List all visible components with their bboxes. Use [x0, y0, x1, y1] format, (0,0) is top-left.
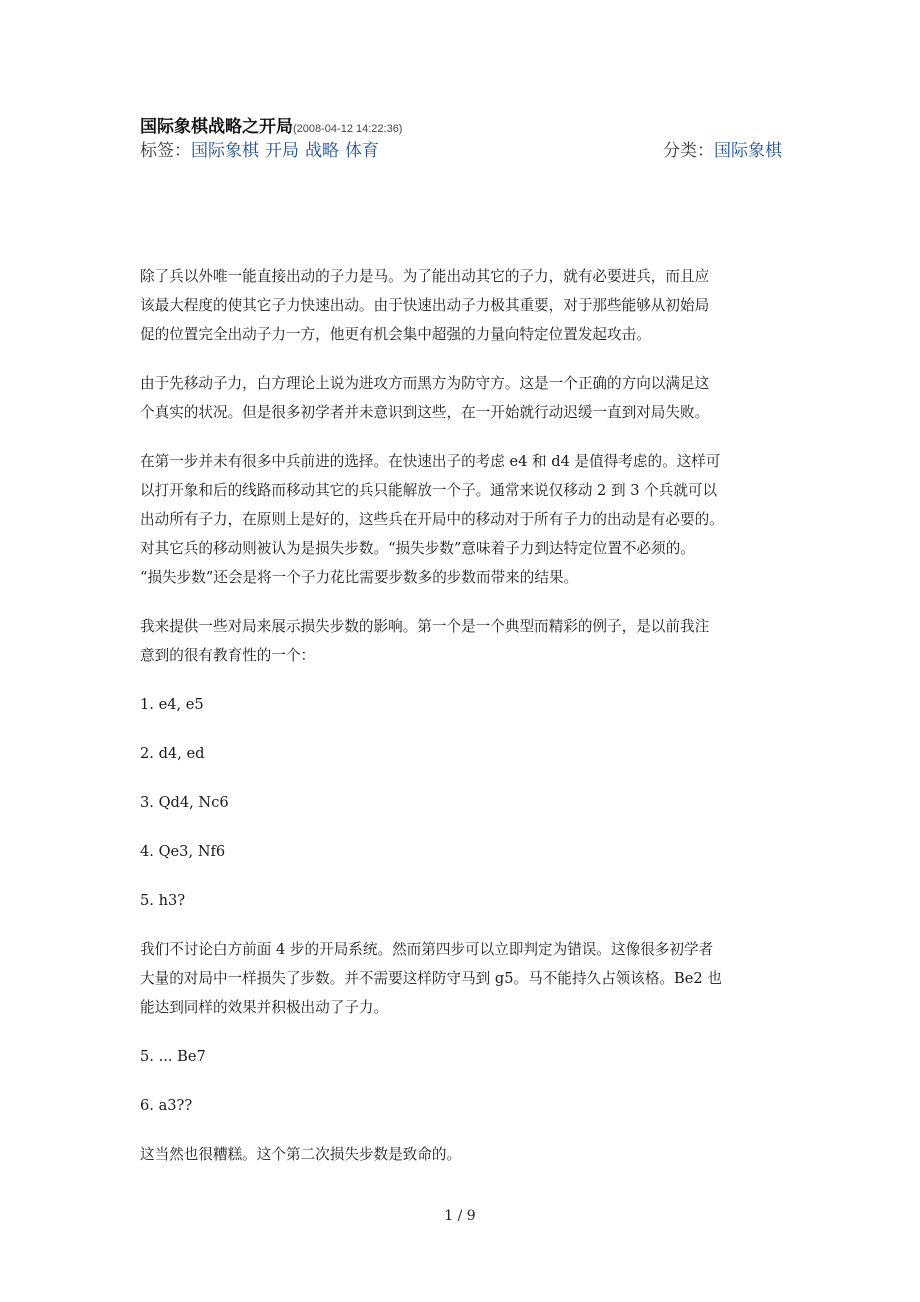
text-line: 由于先移动子力，白方理论上说为进攻方而黑方为防守方。这是一个正确的方向以满足这 — [140, 375, 710, 392]
paragraph — [140, 1140, 782, 1169]
move-line: 4. Qe3, Nf6 — [140, 843, 226, 860]
move-line: 5. h3? — [140, 892, 186, 909]
paragraph — [140, 612, 782, 670]
article-title: 国际象棋战略之开局 — [140, 117, 293, 137]
text-line: “损失步数”还会是将一个子力花比需要步数多的步数而带来的结果。 — [140, 569, 579, 586]
text-line: 促的位置完全出动子力一方，他更有机会集中超强的力量向特定位置发起攻击。 — [140, 326, 651, 343]
move-line: 5. ... Be7 — [140, 1048, 206, 1065]
move-line: 6. a3?? — [140, 1097, 193, 1114]
tag-link[interactable]: 体育 — [345, 141, 379, 161]
tags-line — [140, 136, 782, 161]
text-line: 除了兵以外唯一能直接出动的子力是马。为了能出动其它的子力，就有必要进兵，而且应 — [140, 268, 710, 285]
text-line: 意到的很有教育性的一个： — [140, 647, 316, 664]
paragraph — [140, 262, 782, 349]
paragraph — [140, 447, 782, 592]
category-label: 分类： — [663, 141, 714, 161]
text-line: 大量的对局中一样损失了步数。并不需要这样防守马到 g5。马不能持久占领该格。Be2 也 — [140, 970, 722, 987]
text-line: 这当然也很糟糕。这个第二次损失步数是致命的。 — [140, 1146, 462, 1163]
paragraph — [140, 369, 782, 427]
text-line: 以打开象和后的线路而移动其它的兵只能解放一个子。通常来说仅移动 2 到 3 个兵就可以 — [140, 482, 718, 499]
article-body — [140, 262, 782, 1169]
paragraph — [140, 935, 782, 1022]
page-number: 1 / 9 — [444, 1208, 476, 1224]
tags-label: 标签： — [140, 141, 191, 161]
text-line: 对其它兵的移动则被认为是损失步数。“损失步数”意味着子力到达特定位置不必须的。 — [140, 540, 695, 557]
tag-link[interactable]: 战略 — [305, 141, 339, 161]
text-line: 我们不讨论白方前面 4 步的开局系统。然而第四步可以立即判定为错误。这像很多初学者 — [140, 941, 714, 958]
move-line: 2. d4, ed — [140, 745, 205, 762]
text-line: 我来提供一些对局来展示损失步数的影响。第一个是一个典型而精彩的例子，是以前我注 — [140, 618, 710, 635]
text-line: 能达到同样的效果并积极出动了子力。 — [140, 999, 389, 1016]
text-line: 在第一步并未有很多中兵前进的选择。在快速出子的考虑 e4 和 d4 是值得考虑的。这样可 — [140, 453, 721, 470]
tag-link[interactable]: 开局 — [265, 141, 299, 161]
move-line: 3. Qd4, Nc6 — [140, 794, 229, 811]
title-line — [140, 112, 402, 137]
category-link[interactable]: 国际象棋 — [714, 141, 782, 161]
text-line: 个真实的状况。但是很多初学者并未意识到这些，在一开始就行动迟缓一直到对局失败。 — [140, 404, 710, 421]
text-line: 出动所有子力，在原则上是好的，这些兵在开局中的移动对于所有子力的出动是有必要的。 — [140, 511, 724, 528]
category — [663, 136, 782, 161]
move-line: 1. e4, e5 — [140, 696, 204, 713]
text-line: 该最大程度的使其它子力快速出动。由于快速出动子力极其重要，对于那些能够从初始局 — [140, 297, 710, 314]
post-timestamp: (2008-04-12 14:22:36) — [293, 123, 403, 135]
tag-link[interactable]: 国际象棋 — [191, 141, 259, 161]
